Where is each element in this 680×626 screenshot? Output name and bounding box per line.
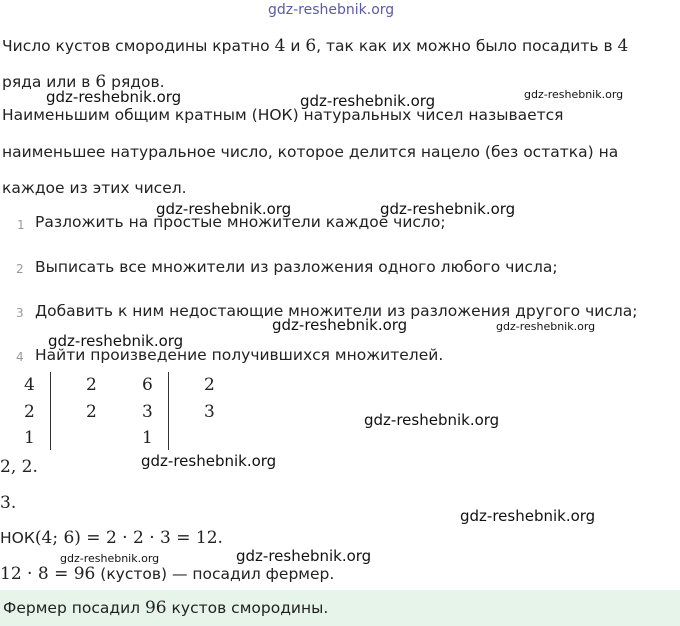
prime-factor: 2 — [86, 375, 97, 395]
step-text: Добавить к ним недостающие множители из разложения другого числа; — [35, 302, 638, 320]
result-line-1: 2, 2. — [0, 457, 38, 477]
watermark: gdz-reshebnik.org — [496, 320, 596, 333]
watermark: gdz-reshebnik.org — [141, 452, 277, 470]
factor-number: 2 — [24, 402, 35, 422]
watermark: gdz-reshebnik.org — [268, 2, 395, 18]
step-number: 3 — [16, 306, 24, 320]
answer-box — [0, 590, 680, 626]
watermark: gdz-reshebnik.org — [364, 411, 500, 429]
step-number: 1 — [17, 218, 25, 232]
factor-divider — [50, 372, 51, 450]
nok-line: НОК(4; 6) = 2 · 2 · 3 = 12. — [0, 528, 223, 548]
definition-line-1: Наименьшим общим кратным (НОК) натуральных чисел называется — [2, 106, 564, 124]
prime-factor: 2 — [204, 375, 215, 395]
watermark: gdz-reshebnik.org — [156, 200, 292, 218]
result-line-2: 3. — [0, 493, 17, 513]
intro-line-2: ряда или в 6 рядов. — [2, 72, 165, 92]
step-text: Найти произведение получившихся множителей. — [35, 346, 444, 364]
factor-number: 1 — [142, 428, 153, 448]
watermark: gdz-reshebnik.org — [300, 92, 436, 110]
definition-line-3: каждое из этих чисел. — [2, 179, 187, 197]
factor-number: 3 — [142, 402, 153, 422]
step-text: Выписать все множители из разложения одного любого числа; — [35, 258, 558, 276]
factor-number: 4 — [24, 375, 35, 395]
answer-text: Фермер посадил 96 кустов смородины. — [3, 598, 329, 618]
watermark: gdz-reshebnik.org — [236, 547, 372, 565]
watermark: gdz-reshebnik.org — [524, 88, 624, 101]
prime-factor: 3 — [204, 402, 215, 422]
intro-line-1: Число кустов смородины кратно 4 и 6, так как их можно было посадить в 4 — [2, 36, 629, 56]
watermark: gdz-reshebnik.org — [46, 88, 182, 106]
calc-line: 12 · 8 = 96 (кустов) — посадил фермер. — [0, 564, 335, 584]
definition-line-2: наименьшее натуральное число, которое делится нацело (без остатка) на — [2, 143, 619, 161]
watermark: gdz-reshebnik.org — [48, 332, 184, 350]
watermark: gdz-reshebnik.org — [60, 552, 160, 565]
watermark: gdz-reshebnik.org — [272, 316, 408, 334]
factor-divider — [168, 372, 169, 450]
factor-number: 6 — [142, 375, 153, 395]
prime-factor: 2 — [86, 402, 97, 422]
step-number: 2 — [16, 262, 24, 276]
factor-number: 1 — [24, 428, 35, 448]
step-number: 4 — [16, 350, 24, 364]
step-text: Разложить на простые множители каждое число; — [35, 213, 446, 231]
watermark: gdz-reshebnik.org — [380, 200, 516, 218]
watermark: gdz-reshebnik.org — [460, 507, 596, 525]
